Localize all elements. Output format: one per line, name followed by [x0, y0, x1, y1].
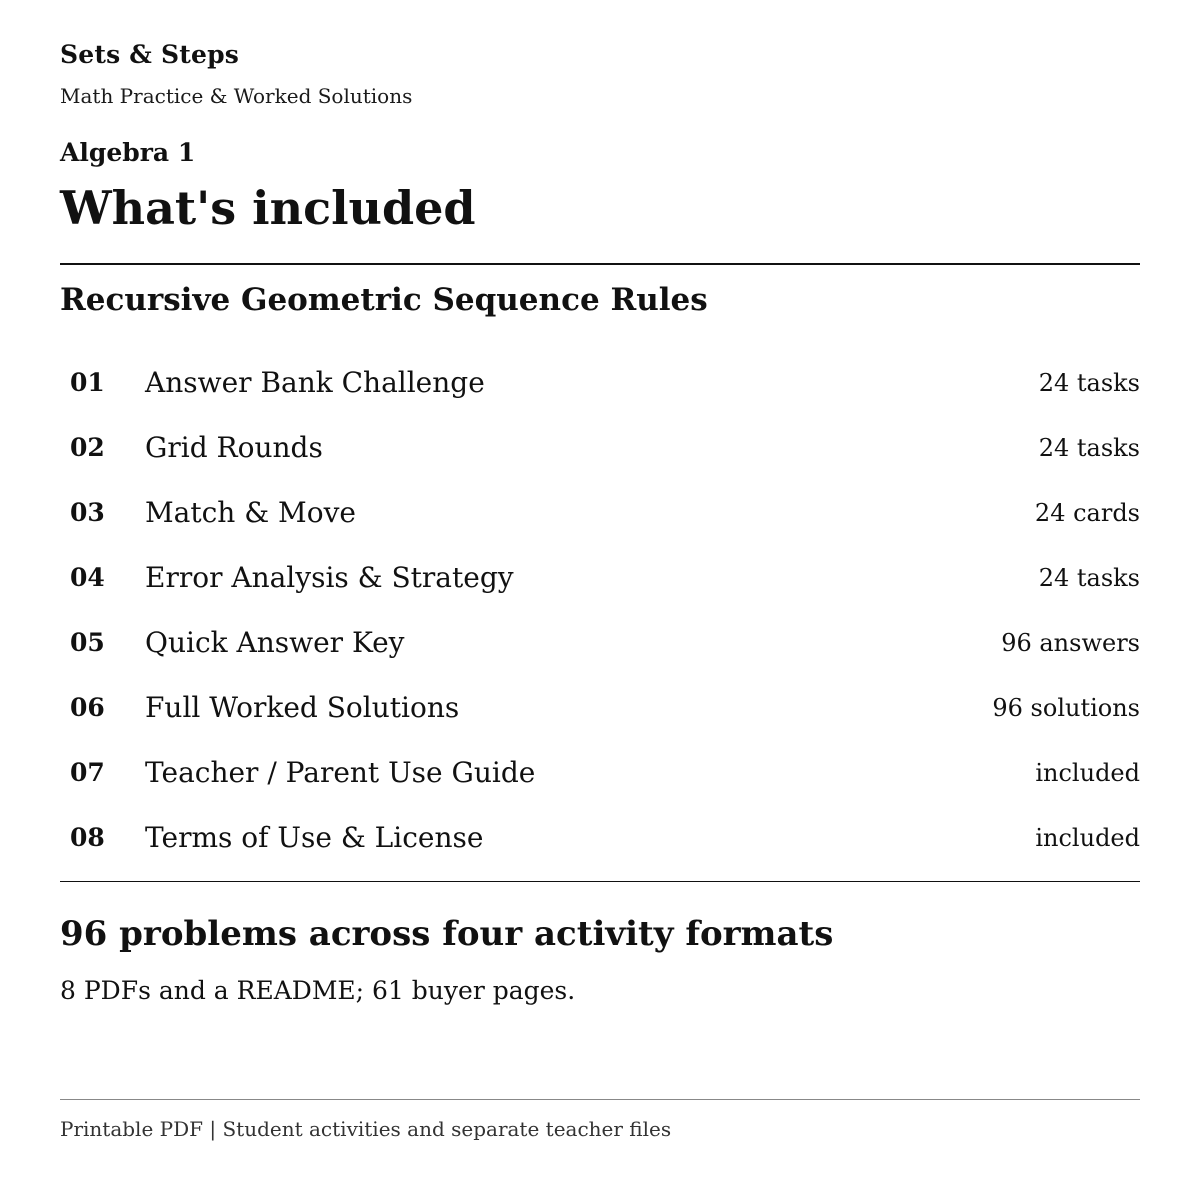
list-item [60, 482, 1140, 547]
list-item [60, 352, 1140, 417]
item-count: 24 tasks [1038, 369, 1140, 397]
item-number: 08 [70, 823, 105, 852]
contents-list [60, 352, 1140, 872]
item-count: 24 cards [1034, 499, 1140, 527]
summary-title: 96 problems across four activity formats [60, 914, 834, 954]
item-number: 06 [70, 693, 105, 722]
item-label: Quick Answer Key [145, 626, 405, 659]
header-divider [60, 263, 1140, 265]
item-number: 03 [70, 498, 105, 527]
list-item [60, 612, 1140, 677]
item-number: 02 [70, 433, 105, 462]
brand-name: Sets & Steps [60, 40, 240, 69]
brand-subtitle: Math Practice & Worked Solutions [60, 84, 413, 108]
footer-divider [60, 1099, 1140, 1100]
course-label: Algebra 1 [60, 138, 196, 167]
list-item [60, 547, 1140, 612]
item-label: Teacher / Parent Use Guide [145, 756, 536, 789]
item-count: 24 tasks [1038, 564, 1140, 592]
item-number: 01 [70, 368, 105, 397]
item-count: 96 answers [1001, 629, 1140, 657]
footer-text: Printable PDF | Student activities and separate teacher files [60, 1117, 672, 1141]
list-divider [60, 881, 1140, 882]
item-count: 24 tasks [1038, 434, 1140, 462]
item-number: 04 [70, 563, 105, 592]
summary-text: 8 PDFs and a README; 61 buyer pages. [60, 976, 576, 1005]
item-label: Error Analysis & Strategy [145, 561, 514, 594]
list-item [60, 807, 1140, 872]
item-label: Full Worked Solutions [145, 691, 460, 724]
product-page [60, 0, 1140, 1200]
item-count: included [1035, 759, 1140, 787]
item-count: included [1035, 824, 1140, 852]
item-label: Answer Bank Challenge [145, 366, 485, 399]
list-item [60, 417, 1140, 482]
item-label: Grid Rounds [145, 431, 323, 464]
item-count: 96 solutions [992, 694, 1140, 722]
section-title: Recursive Geometric Sequence Rules [60, 282, 708, 318]
item-number: 07 [70, 758, 105, 787]
page-title: What's included [60, 181, 476, 235]
list-item [60, 742, 1140, 807]
item-number: 05 [70, 628, 105, 657]
list-item [60, 677, 1140, 742]
item-label: Terms of Use & License [145, 821, 484, 854]
item-label: Match & Move [145, 496, 356, 529]
